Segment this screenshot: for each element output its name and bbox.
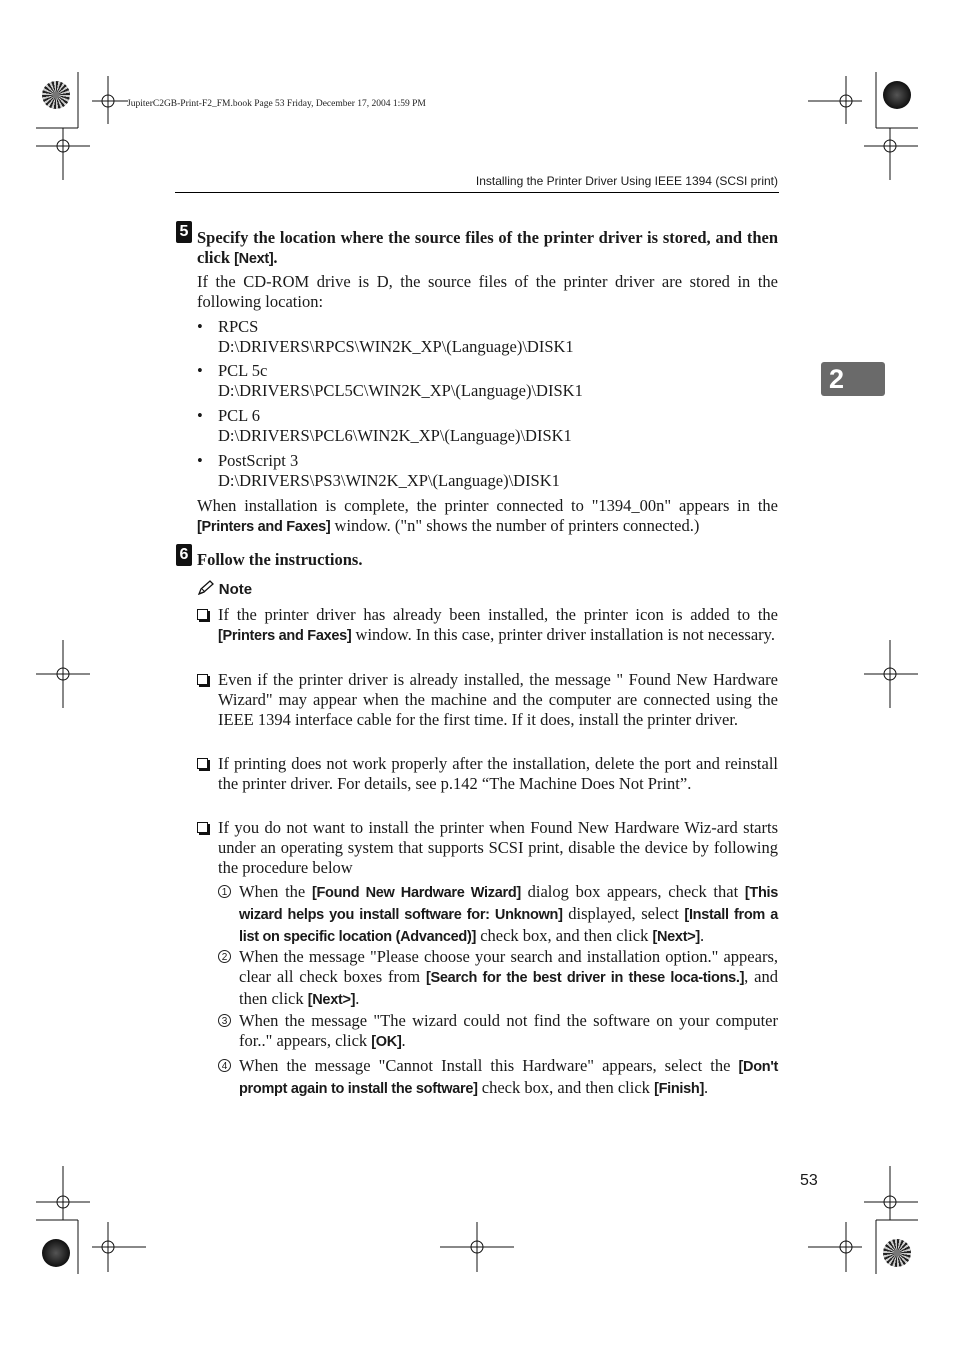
- substep-text: .: [401, 1030, 406, 1050]
- note-text: If printing does not work properly after the installation, delete the port and reinstall the printer driver. For details, see p.142 “The Machine Does Not Print”.: [218, 754, 778, 793]
- checkbox-icon: [197, 609, 208, 620]
- note-label: Note: [218, 581, 253, 598]
- chapter-tab: [821, 362, 885, 396]
- driver-path: D:\DRIVERS\PCL5C\WIN2K_XP\(Language)\DISK1: [218, 380, 583, 400]
- circled-number-icon: 1: [218, 885, 231, 898]
- page-number: 53: [800, 1172, 818, 1189]
- driver-name: RPCS: [218, 317, 259, 336]
- step5-intro: If the CD-ROM drive is D, the source files of the printer driver are stored in the following location:: [197, 272, 778, 311]
- circled-number-icon: 2: [218, 950, 231, 963]
- finish-button-ref: [Finish]: [654, 1080, 705, 1097]
- search-option-ref: [Search for the best driver in these loca-tions.]: [425, 969, 745, 986]
- driver-path: D:\DRIVERS\RPCS\WIN2K_XP\(Language)\DISK1: [218, 336, 574, 356]
- bullet-icon: •: [197, 317, 203, 336]
- checkbox-icon: [197, 758, 208, 769]
- driver-path: D:\DRIVERS\PCL6\WIN2K_XP\(Language)\DISK1: [218, 425, 572, 445]
- circled-number-icon: 3: [218, 1014, 231, 1027]
- substep-text: When the: [239, 882, 312, 901]
- printers-faxes-ref: [Printers and Faxes]: [218, 627, 352, 644]
- substep-text: When the message "Please choose your search and installation option." appears, clear all check boxes from: [239, 947, 778, 986]
- substep-text: displayed, select: [562, 903, 685, 923]
- note-text: Even if the printer driver is already installed, the message " Found New Hardware Wizard" may appear when the machine and the computer are connected using the IEEE 1394 interface cable for the first time. If it does, install the printer driver.: [218, 670, 778, 729]
- step5-heading-end: .: [273, 247, 278, 267]
- driver-path: D:\DRIVERS\PS3\WIN2K_XP\(Language)\DISK1: [218, 470, 560, 490]
- ok-button-ref: [OK]: [371, 1033, 402, 1050]
- step5-complete: [197, 496, 778, 538]
- step5-heading: [197, 228, 778, 270]
- install-option-ref: [Install from a list on specific location (Advanced)]: [239, 906, 778, 945]
- running-header: Installing the Printer Driver Using IEEE 1394 (SCSI print): [475, 174, 778, 188]
- substep-text: When the message "Cannot Install this Hardware" appears, select the: [239, 1056, 739, 1075]
- substep-text: When the message "The wizard could not find the software on your computer for.." appears, click: [239, 1011, 778, 1050]
- dont-prompt-option-ref: [Don't prompt again to install the software]: [239, 1059, 778, 1097]
- checkbox-icon: [197, 674, 208, 685]
- step5-heading-text: Specify the location where the source files of the printer driver is stored, and then click: [197, 228, 778, 267]
- substep-text: check box, and then click: [477, 1077, 655, 1097]
- substep-text: , and then click: [239, 966, 778, 1008]
- next-button-ref: [Next]: [234, 250, 274, 267]
- step5-complete-text: When installation is complete, the printer connected to "1394_00n" appears in the: [197, 496, 778, 515]
- printers-faxes-ref: [Printers and Faxes]: [197, 518, 331, 535]
- chapter-number: 2: [829, 364, 845, 394]
- registration-wheel-icon: [883, 1239, 911, 1267]
- registration-dot-icon: [42, 1239, 70, 1267]
- bullet-icon: •: [197, 451, 203, 470]
- note-text-end: window. In this case, printer driver installation is not necessary.: [351, 624, 775, 644]
- step-badge-6: 6: [176, 544, 192, 566]
- driver-name: PostScript 3: [218, 451, 299, 470]
- step-badge-5: 5: [176, 221, 192, 243]
- bullet-icon: •: [197, 406, 203, 425]
- note-heading: [197, 580, 252, 599]
- substep-text: dialog box appears, check that: [520, 882, 745, 901]
- wizard-option-ref: [This wizard helps you install software for: Unknown]: [239, 885, 779, 923]
- driver-name: PCL 6: [218, 406, 261, 425]
- header-rule: [175, 192, 779, 193]
- registration-wheel-icon: [42, 81, 70, 109]
- next-button-ref: [Next>]: [307, 991, 356, 1008]
- note-text: If you do not want to install the printer when Found New Hardware Wiz-ard starts under an operating system that supports SCSI print, disable the device by following the procedure below: [218, 818, 778, 877]
- step5-complete-end: window. ("n" shows the number of printers connected.): [330, 515, 700, 535]
- substep-text: .: [355, 988, 360, 1008]
- bullet-icon: •: [197, 361, 203, 380]
- circled-number-icon: 4: [218, 1059, 231, 1072]
- registration-dot-icon: [883, 81, 911, 109]
- driver-name: PCL 5c: [218, 361, 268, 380]
- wizard-ref: [Found New Hardware Wizard]: [311, 885, 521, 901]
- step6-heading: Follow the instructions.: [197, 550, 363, 569]
- next-button-ref: [Next>]: [652, 928, 700, 945]
- substep-text: check box, and then click: [476, 925, 653, 945]
- checkbox-icon: [197, 822, 208, 833]
- print-info: JupiterC2GB-Print-F2_FM.book Page 53 Friday, December 17, 2004 1:59 PM: [127, 99, 426, 109]
- pencil-icon: [197, 580, 215, 596]
- note-text: If the printer driver has already been installed, the printer icon is added to the: [218, 605, 778, 624]
- substep-text: .: [704, 1077, 709, 1097]
- substep-text: .: [699, 925, 705, 945]
